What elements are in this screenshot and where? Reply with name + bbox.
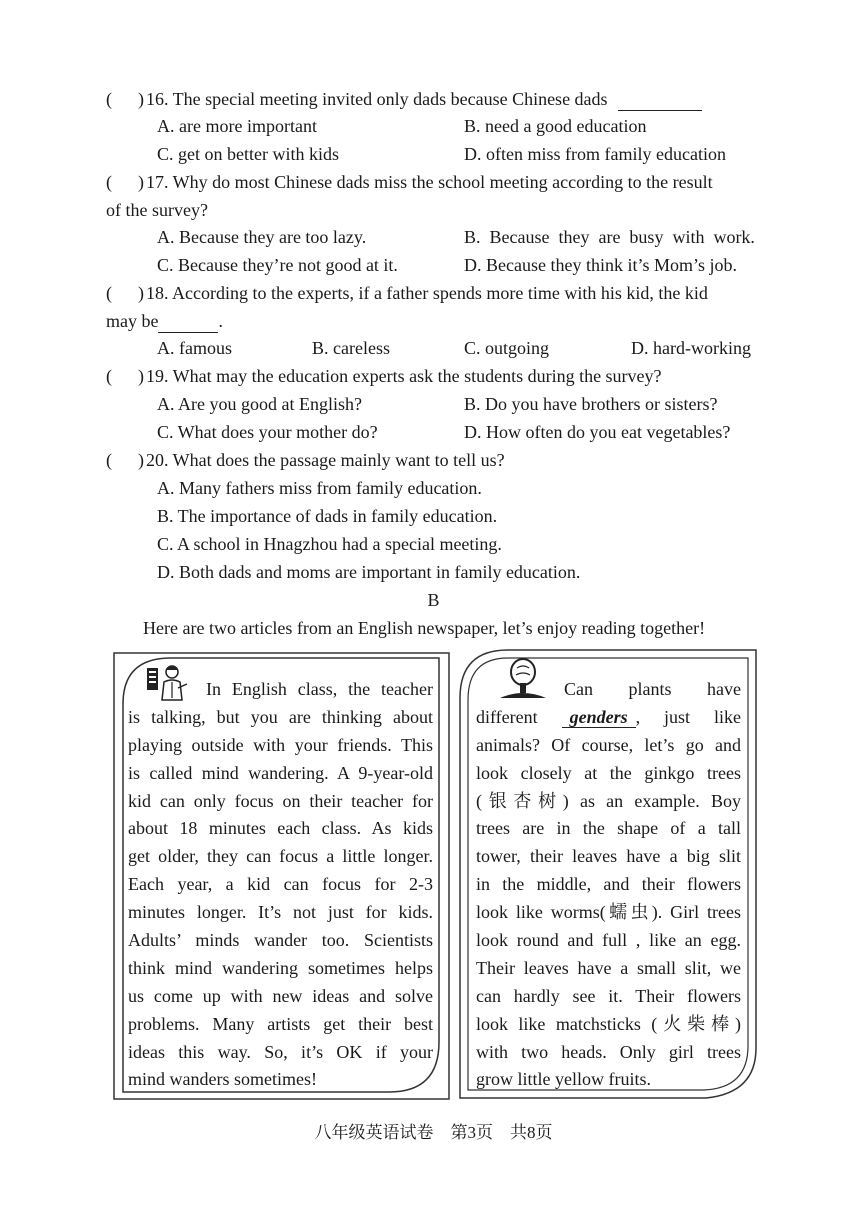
page-footer: 八年级英语试卷 第3页 共8页 xyxy=(314,1123,553,1142)
q17-option-b[interactable]: B. Because they are busy with work. xyxy=(464,227,755,247)
left-line-7: get older, they can focus a little longer. xyxy=(128,846,433,867)
q18-option-d[interactable]: D. hard-working xyxy=(631,338,751,358)
q19-option-a[interactable]: A. Are you good at English? xyxy=(157,394,362,414)
right-line-5: (银杏树) as an example. Boy xyxy=(476,790,741,811)
q19-option-b[interactable]: B. Do you have brothers or sisters? xyxy=(464,394,718,414)
q19-text: 19. What may the education experts ask the students during the survey? xyxy=(146,366,662,386)
q17-option-a[interactable]: A. Because they are too lazy. xyxy=(157,227,367,247)
right-line-6: trees are in the shape of a tall xyxy=(476,818,741,839)
left-line-15: mind wanders sometimes! xyxy=(128,1069,317,1090)
q16-option-c[interactable]: C. get on better with kids xyxy=(157,144,339,164)
left-line-14: ideas this way. So, it’s OK if your xyxy=(128,1041,433,1062)
q18-option-c[interactable]: C. outgoing xyxy=(464,338,550,358)
q17-paren-open: ( xyxy=(106,172,112,192)
q18-text-2a: may be xyxy=(106,311,159,331)
q18-option-b[interactable]: B. careless xyxy=(312,338,390,358)
q20-stem xyxy=(106,449,505,471)
right-line-14: with two heads. Only girl trees xyxy=(476,1041,741,1062)
q18-option-a[interactable]: A. famous xyxy=(157,338,232,358)
q20-text: 20. What does the passage mainly want to tell us? xyxy=(146,450,505,470)
right-line-2-pre: different xyxy=(476,706,538,727)
q18-answer-blank[interactable] xyxy=(158,310,218,333)
right-line-2 xyxy=(476,704,741,732)
q16-option-a[interactable]: A. are more important xyxy=(157,116,317,136)
right-line-1 xyxy=(476,676,741,704)
right-line-1-text: Can plants have xyxy=(564,679,741,699)
right-line-4: look closely at the ginkgo trees xyxy=(476,762,741,783)
section-intro: Here are two articles from an English newspaper, let’s enjoy reading together! xyxy=(143,618,706,638)
right-article-text xyxy=(476,676,741,1094)
q20-paren-open: ( xyxy=(106,450,112,470)
section-letter: B xyxy=(427,590,440,610)
q17-text-2: of the survey? xyxy=(106,200,208,220)
q20-option-a[interactable]: A. Many fathers miss from family education. xyxy=(157,478,482,498)
q19-option-c[interactable]: C. What does your mother do? xyxy=(157,422,378,442)
q16-paren-open: ( xyxy=(106,89,112,109)
q17-option-c[interactable]: C. Because they’re not good at it. xyxy=(157,255,398,275)
right-line-9: look like worms(蠕虫). Girl trees xyxy=(476,902,741,923)
q18-stem xyxy=(106,282,708,304)
right-line-13: look like matchsticks (火柴棒) xyxy=(476,1013,741,1034)
q16-option-b[interactable]: B. need a good education xyxy=(464,116,647,136)
left-article-text xyxy=(128,676,433,1094)
q18-text-2 xyxy=(106,310,223,333)
q19-paren-open: ( xyxy=(106,366,112,386)
q16-answer-blank[interactable] xyxy=(618,88,702,111)
left-line-6: about 18 minutes each class. As kids xyxy=(128,818,433,839)
q17-text-1: 17. Why do most Chinese dads miss the school meeting according to the result xyxy=(146,172,713,192)
left-line-3: playing outside with your friends. This xyxy=(128,734,433,755)
q16-stem xyxy=(106,88,702,111)
left-line-11: think mind wandering sometimes helps xyxy=(128,957,433,978)
genders-answer: genders xyxy=(562,707,636,728)
right-line-15: grow little yellow fruits. xyxy=(476,1069,651,1090)
q16-option-d[interactable]: D. often miss from family education xyxy=(464,144,726,164)
left-article-box xyxy=(113,652,450,1100)
q18-text-1: 18. According to the experts, if a father spends more time with his kid, the kid xyxy=(146,283,708,303)
left-line-9: minutes longer. It’s not just for kids. xyxy=(128,902,433,923)
right-line-12: can hardly see it. Their flowers xyxy=(476,985,741,1006)
right-line-7: tower, their leaves have a big slit xyxy=(476,846,741,867)
right-line-3: animals? Of course, let’s go and xyxy=(476,734,741,755)
left-line-4: is called mind wandering. A 9-year-old xyxy=(128,762,433,783)
q18-paren-close: ) xyxy=(138,283,144,303)
left-line-12: us come up with new ideas and solve xyxy=(128,985,433,1006)
q19-option-d[interactable]: D. How often do you eat vegetables? xyxy=(464,422,731,442)
q16-paren-close: ) xyxy=(138,89,144,109)
q17-option-d[interactable]: D. Because they think it’s Mom’s job. xyxy=(464,255,737,275)
right-line-10: look round and full , like an egg. xyxy=(476,930,741,951)
q19-paren-close: ) xyxy=(138,366,144,386)
left-line-1-text: In English class, the teacher xyxy=(206,679,433,699)
q20-option-c[interactable]: C. A school in Hnagzhou had a special meeting. xyxy=(157,534,502,554)
q16-text: 16. The special meeting invited only dads because Chinese dads xyxy=(146,89,608,109)
left-line-10: Adults’ minds wander too. Scientists xyxy=(128,930,433,951)
q18-text-2b: . xyxy=(218,311,223,331)
q17-stem xyxy=(106,171,713,193)
left-line-13: problems. Many artists get their best xyxy=(128,1013,433,1034)
right-line-2-post: , just like xyxy=(635,706,741,727)
q20-option-b[interactable]: B. The importance of dads in family education. xyxy=(157,506,498,526)
left-line-5: kid can only focus on their teacher for xyxy=(128,790,433,811)
q17-paren-close: ) xyxy=(138,172,144,192)
q19-stem xyxy=(106,365,662,387)
q18-paren-open: ( xyxy=(106,283,112,303)
right-line-11: Their leaves have a small slit, we xyxy=(476,957,741,978)
right-article-box xyxy=(458,648,758,1100)
left-line-1 xyxy=(128,676,433,704)
left-line-2: is talking, but you are thinking about xyxy=(128,706,433,727)
q20-paren-close: ) xyxy=(138,450,144,470)
q20-option-d[interactable]: D. Both dads and moms are important in family education. xyxy=(157,562,581,582)
right-line-8: in the middle, and their flowers xyxy=(476,874,741,895)
left-line-8: Each year, a kid can focus for 2-3 xyxy=(128,874,433,895)
